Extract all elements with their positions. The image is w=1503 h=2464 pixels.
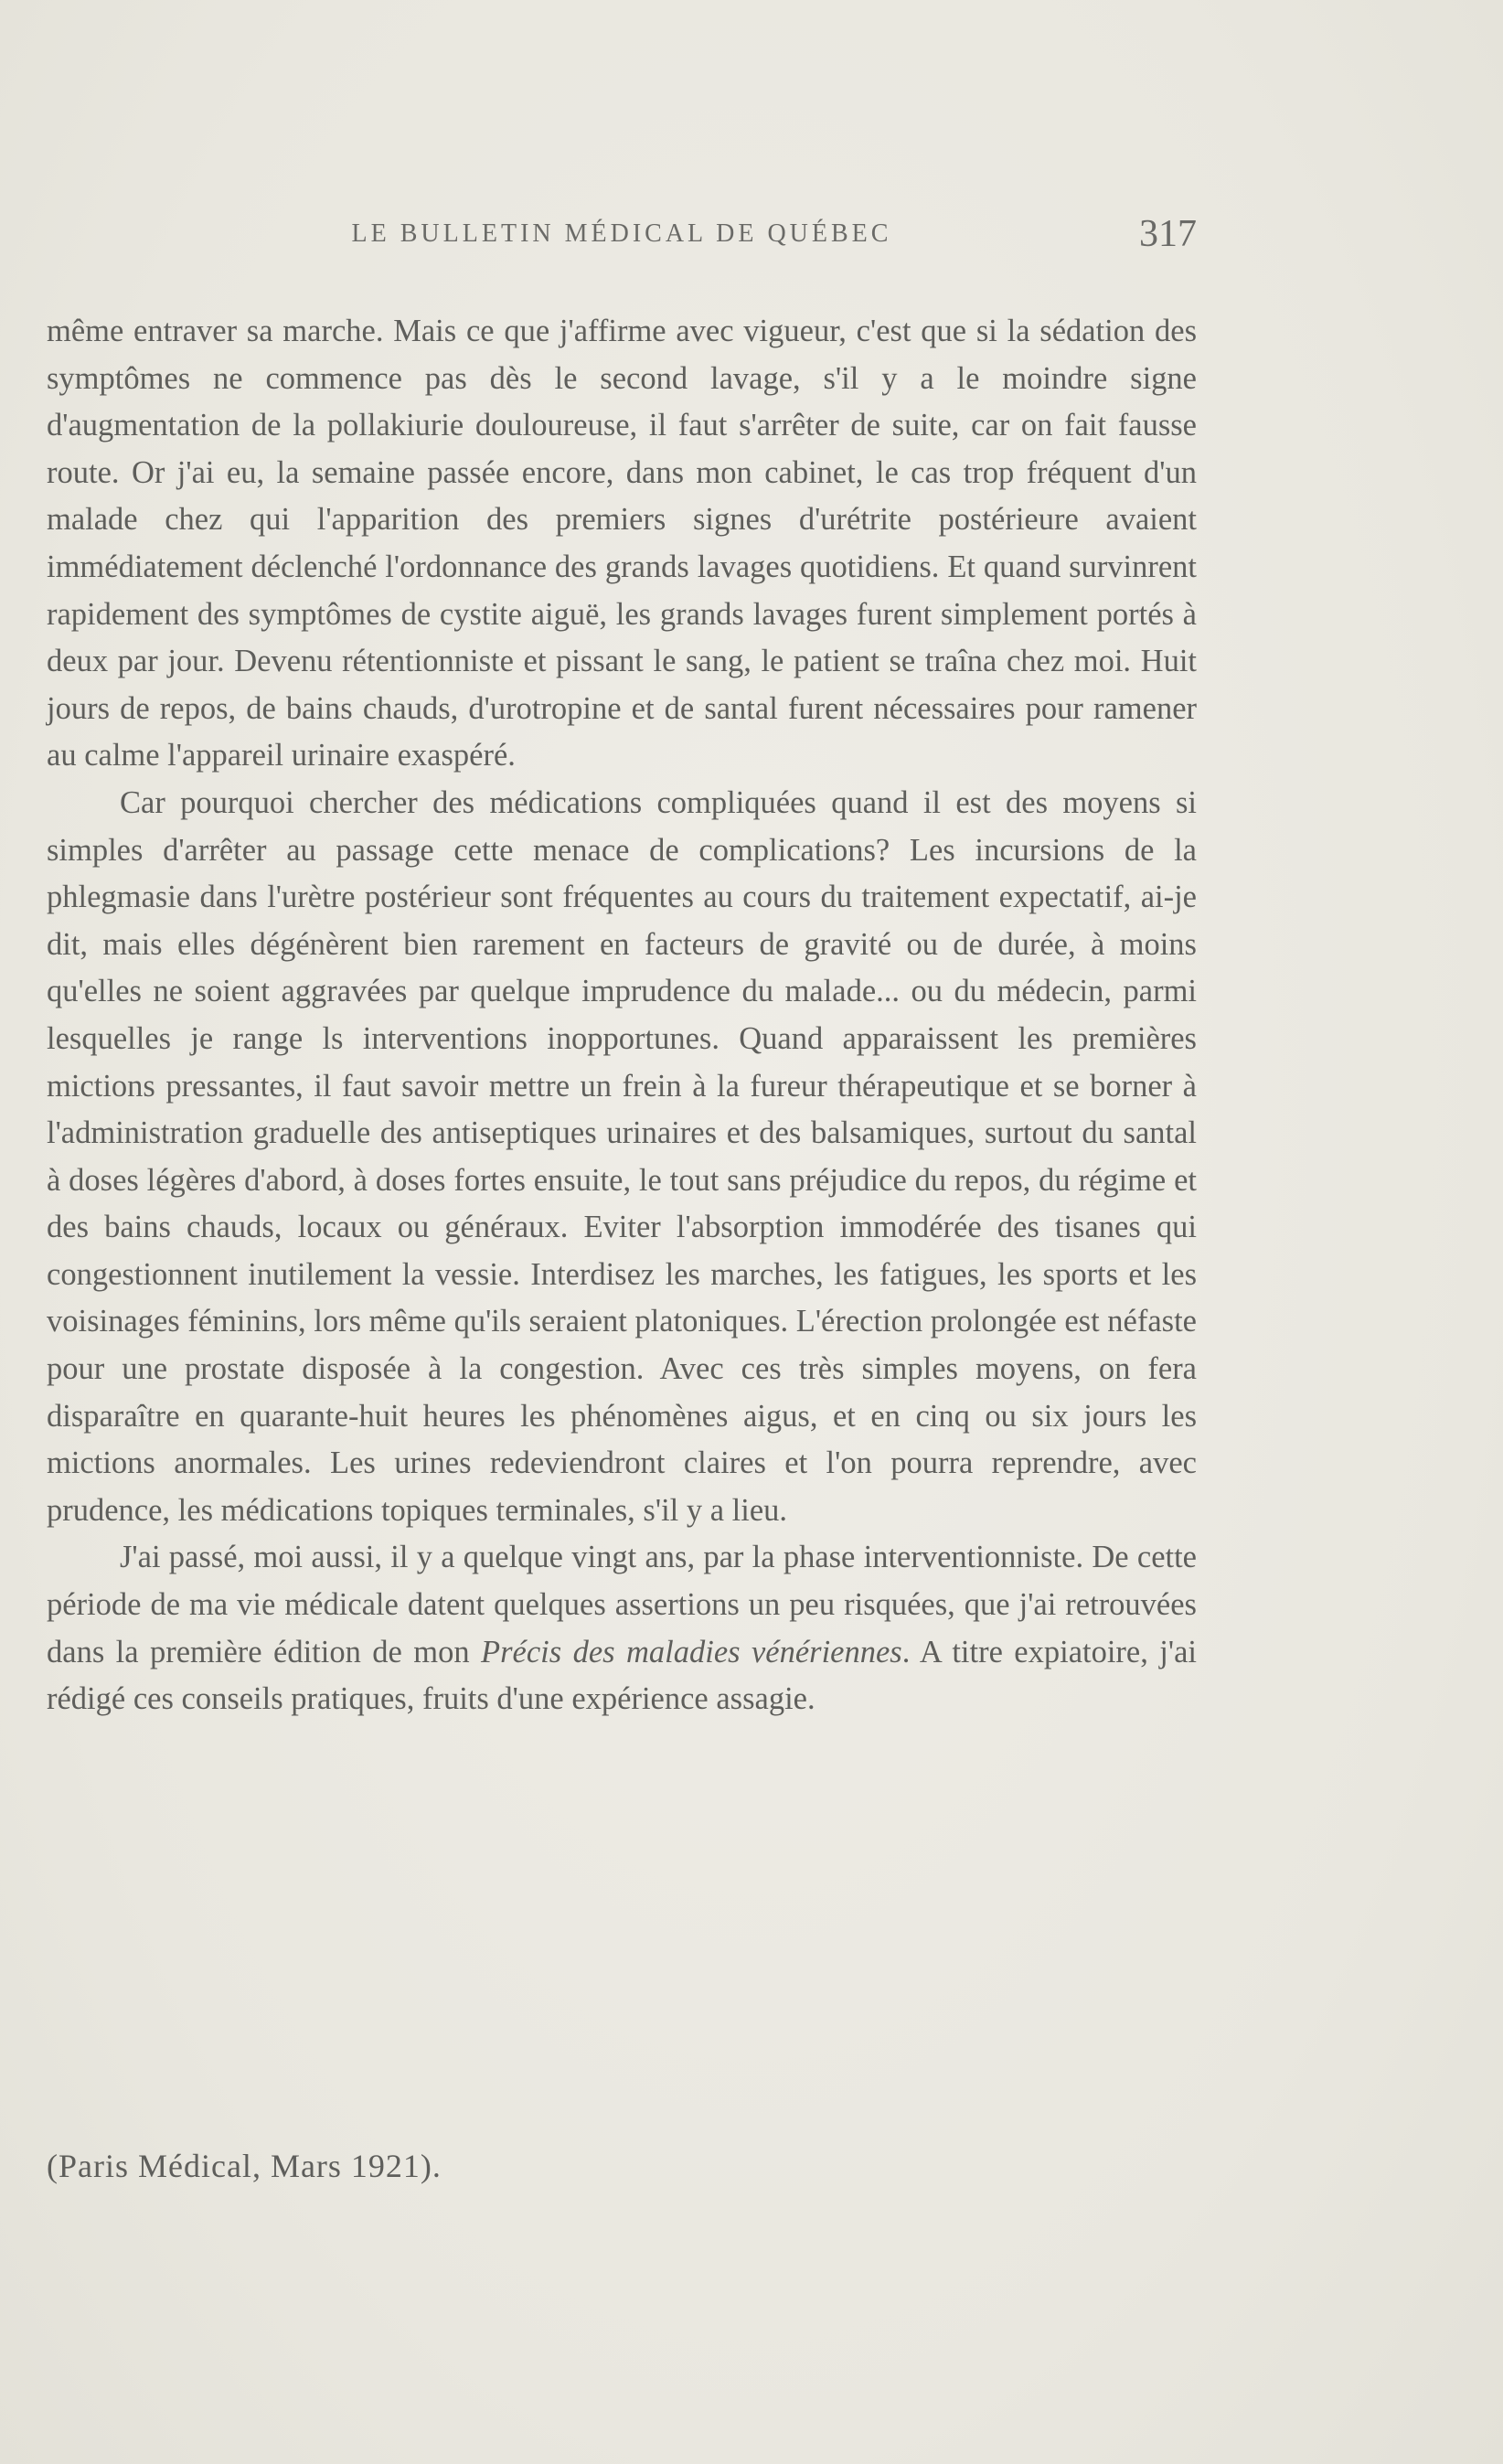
article-body (47, 308, 1197, 1723)
paragraph-3-text-start: J'ai passé, moi aussi, il y a quelque vingt ans, par la phase interventionniste. De cette période de ma vie médicale datent quelques assertions un peu risquées, que j'ai retrouvées dans la première édition de mon (47, 1540, 1197, 1669)
source-citation: (Paris Médical, Mars 1921). (47, 2148, 442, 2184)
running-head (47, 213, 1197, 260)
paragraph-1: même entraver sa marche. Mais ce que j'affirme avec vigueur, c'est que si la sédation des symptômes ne commence pas dès le second lavage, s'il y a le moindre signe d'augmentation de la pollakiurie douloureuse, il faut s'arrêter de suite, car on fait fausse route. Or j'ai eu, la semaine passée encore, dans mon cabinet, le cas trop fréquent d'un malade chez qui l'apparition des premiers signes d'urétrite postérieure avaient immédiatement déclenché l'ordonnance des grands lavages quotidiens. Et quand survinrent rapidement des symptômes de cystite aiguë, les grands lavages furent simplement portés à deux par jour. Devenu rétentionniste et pissant le sang, le patient se traîna chez moi. Huit jours de repos, de bains chauds, d'urotropine et de santal furent nécessaires pour ramener au calme l'appareil urinaire exaspéré. (47, 314, 1197, 773)
paragraph-3-text-end: . A titre expiatoire, j'ai rédigé ces conseils pratiques, fruits d'une expérience assagie. (47, 1634, 1197, 1717)
page-number: 317 (1139, 213, 1197, 255)
paragraph-2: Car pourquoi chercher des médications compliquées quand il est des moyens si simples d'arrêter au passage cette menace de complications? Les incursions de la phlegmasie dans l'urètre postérieur sont fréquentes au cours du traitement expectatif, ai-je dit, mais elles dégénèrent bien rarement en facteurs de gravité ou de durée, à moins qu'elles ne soient aggravées par quelque imprudence du malade... ou du médecin, parmi lesquelles je range ls interventions inopportunes. Quand apparaissent les premières mictions pressantes, il faut savoir mettre un frein à la fureur thérapeutique et se borner à l'administration graduelle des antiseptiques urinaires et des balsamiques, surtout du santal à doses légères d'abord, à doses fortes ensuite, le tout sans préjudice du repos, du régime et des bains chauds, locaux ou généraux. Eviter l'absorption immodérée des tisanes qui congestionnent inutilement la vessie. Interdisez les marches, les fatigues, les sports et les voisinages féminins, lors même qu'ils seraient platoniques. L'érection prolongée est néfaste pour une prostate disposée à la congestion. Avec ces très simples moyens, on fera disparaître en quarante-huit heures les phénomènes aigus, et en cinq ou six jours les mictions anormales. Les urines redeviendront claires et l'on pourra reprendre, avec prudence, les médications topiques terminales, s'il y a lieu. (47, 784, 1197, 1528)
paragraph-3 (47, 1534, 1197, 1723)
journal-title: LE BULLETIN MÉDICAL DE QUÉBEC (351, 219, 892, 248)
book-title: Précis des maladies vénériennes (481, 1634, 902, 1669)
